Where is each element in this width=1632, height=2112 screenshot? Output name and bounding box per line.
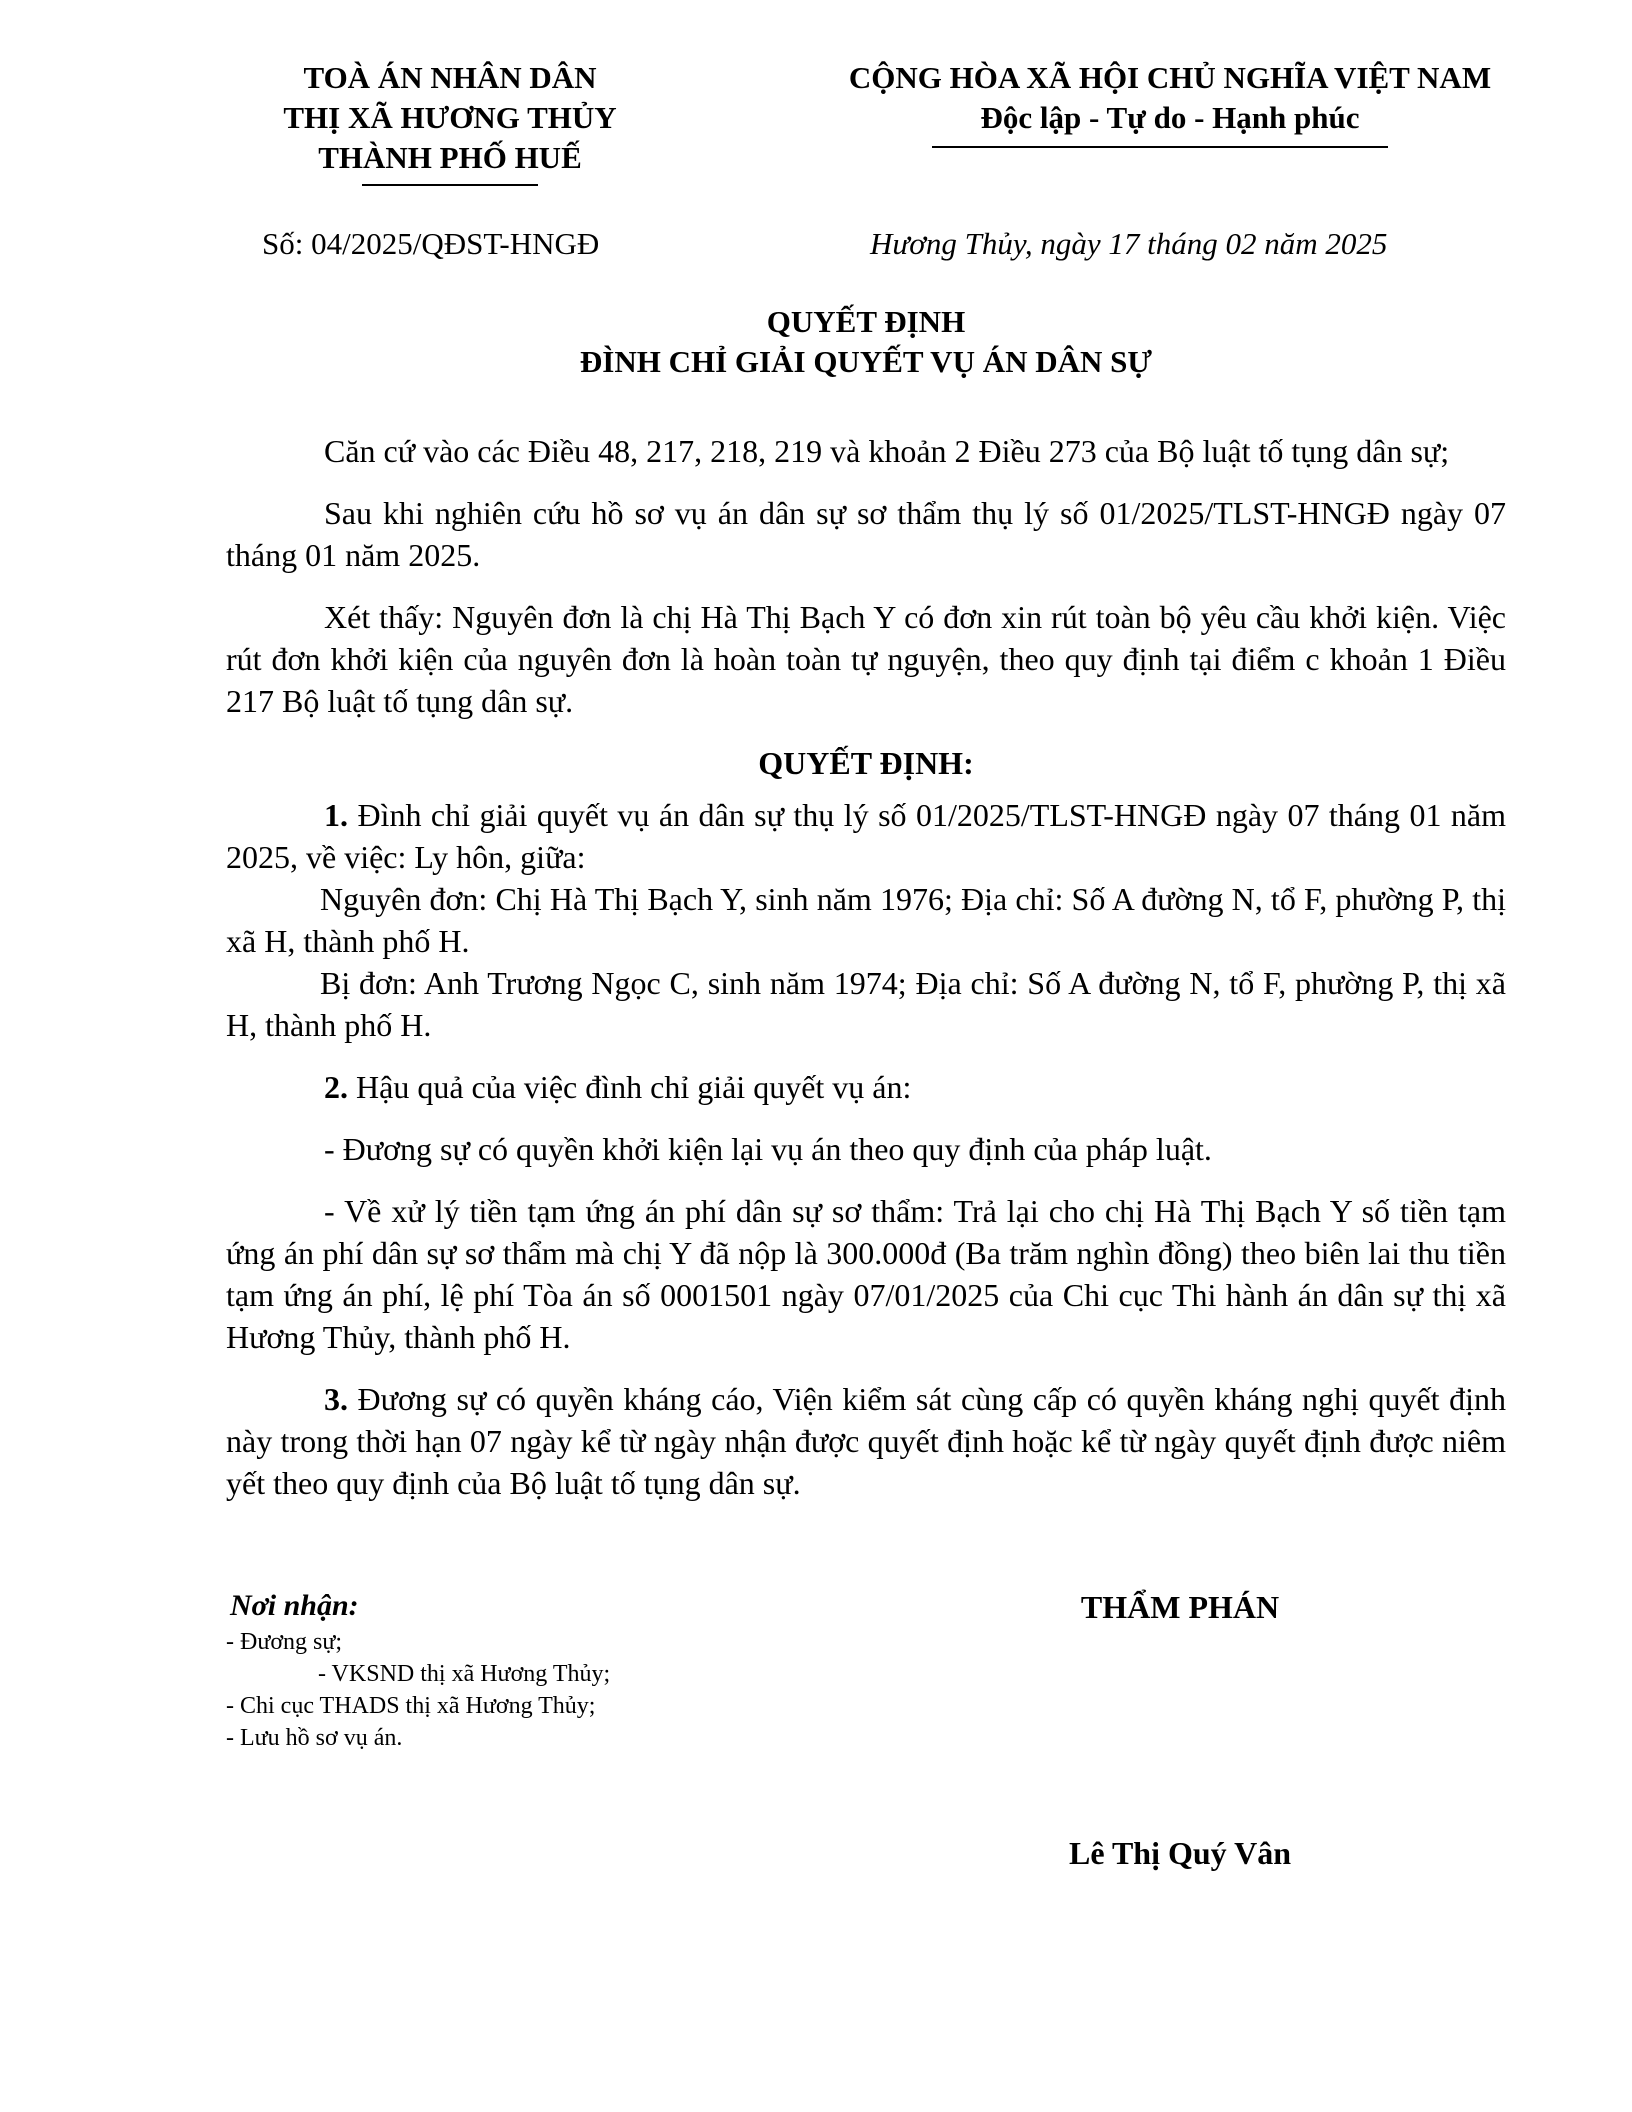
place-and-date: Hương Thủy, ngày 17 tháng 02 năm 2025 bbox=[870, 226, 1388, 261]
national-title: CỘNG HÒA XÃ HỘI CHỦ NGHĨA VIỆT NAM bbox=[848, 60, 1492, 95]
national-motto-underline bbox=[932, 146, 1388, 148]
preamble-legal-basis: Căn cứ vào các Điều 48, 217, 218, 219 và khoản 2 Điều 273 của Bộ luật tố tụng dân sự; bbox=[324, 433, 1450, 469]
preamble-findings: Xét thấy: Nguyên đơn là chị Hà Thị Bạch Y có đơn xin rút toàn bộ yêu cầu khởi kiện. Việc rút đơn khởi kiện của nguyên đơn là hoàn toàn tự nguyện, theo quy định tại điểm c khoản 1 Điều 217 Bộ luật tố tụng dân sự. bbox=[226, 599, 1506, 719]
signer-name: Lê Thị Quý Vân bbox=[1068, 1835, 1291, 1871]
court-name-line-2: THỊ XÃ HƯƠNG THỦY bbox=[283, 100, 617, 135]
court-name-line-3: THÀNH PHỐ HUẾ bbox=[318, 140, 582, 175]
title-line-1: QUYẾT ĐỊNH bbox=[766, 304, 966, 339]
decision-item-2-text: Hậu quả của việc đình chỉ giải quyết vụ án: bbox=[348, 1069, 912, 1105]
recipient-item: - Chi cục THADS thị xã Hương Thủy; bbox=[226, 1693, 596, 1719]
decision-item-3-number: 3. bbox=[324, 1381, 348, 1417]
title-line-2: ĐÌNH CHỈ GIẢI QUYẾT VỤ ÁN DÂN SỰ bbox=[579, 344, 1153, 379]
decision-item-1 bbox=[226, 794, 1506, 878]
decision-item-3-text: Đương sự có quyền kháng cáo, Viện kiểm sát cùng cấp có quyền kháng nghị quyết định này trong thời hạn 07 ngày kể từ ngày nhận được quyết định hoặc kể từ ngày quyết định được niêm yết theo quy định của Bộ luật tố tụng dân sự. bbox=[226, 1381, 1506, 1501]
court-header bbox=[240, 58, 660, 178]
recipient-item: - Đương sự; bbox=[226, 1629, 343, 1655]
national-header bbox=[790, 58, 1550, 138]
document-title bbox=[226, 302, 1506, 382]
signer-title: THẨM PHÁN bbox=[1080, 1589, 1280, 1625]
decision-item-1-number: 1. bbox=[324, 797, 348, 833]
recipient-item: - Lưu hồ sơ vụ án. bbox=[226, 1725, 403, 1751]
decision-item-3 bbox=[226, 1378, 1506, 1504]
court-header-underline bbox=[362, 184, 538, 186]
recipients-block bbox=[226, 1586, 610, 1754]
decision-heading: QUYẾT ĐỊNH: bbox=[758, 745, 974, 781]
decision-item-1-text: Đình chỉ giải quyết vụ án dân sự thụ lý số 01/2025/TLST-HNGĐ ngày 07 tháng 01 năm 2025, về việc: Ly hôn, giữa: bbox=[226, 797, 1506, 875]
recipient-item: - VKSND thị xã Hương Thủy; bbox=[318, 1661, 611, 1687]
decision-item-2-right-to-sue: - Đương sự có quyền khởi kiện lại vụ án theo quy định của pháp luật. bbox=[324, 1131, 1212, 1167]
preamble-case-review: Sau khi nghiên cứu hồ sơ vụ án dân sự sơ thẩm thụ lý số 01/2025/TLST-HNGĐ ngày 07 tháng 01 năm 2025. bbox=[226, 495, 1506, 573]
document-body bbox=[226, 430, 1506, 1524]
national-motto: Độc lập - Tự do - Hạnh phúc bbox=[980, 100, 1360, 135]
decision-item-2-fee-refund: - Về xử lý tiền tạm ứng án phí dân sự sơ thẩm: Trả lại cho chị Hà Thị Bạch Y số tiền tạm ứng án phí dân sự sơ thẩm mà chị Y đã nộp là 300.000đ (Ba trăm nghìn đồng) theo biên lai thu tiền tạm ứng án phí, lệ phí Tòa án số 0001501 ngày 07/01/2025 của Chi cục Thi hành án dân sự thị xã Hương Thủy, thành phố H. bbox=[226, 1193, 1506, 1355]
recipients-title: Nơi nhận: bbox=[230, 1589, 359, 1622]
court-name-line-1: TOÀ ÁN NHÂN DÂN bbox=[303, 60, 597, 95]
decision-item-2 bbox=[226, 1066, 1506, 1108]
defendant-info: Bị đơn: Anh Trương Ngọc C, sinh năm 1974; Địa chỉ: Số A đường N, tổ F, phường P, thị xã H, thành phố H. bbox=[226, 965, 1506, 1043]
decision-item-2-number: 2. bbox=[324, 1069, 348, 1105]
document-number: Số: 04/2025/QĐST-HNGĐ bbox=[262, 226, 600, 261]
plaintiff-info: Nguyên đơn: Chị Hà Thị Bạch Y, sinh năm 1976; Địa chỉ: Số A đường N, tổ F, phường P, thị xã H, thành phố H. bbox=[226, 881, 1506, 959]
